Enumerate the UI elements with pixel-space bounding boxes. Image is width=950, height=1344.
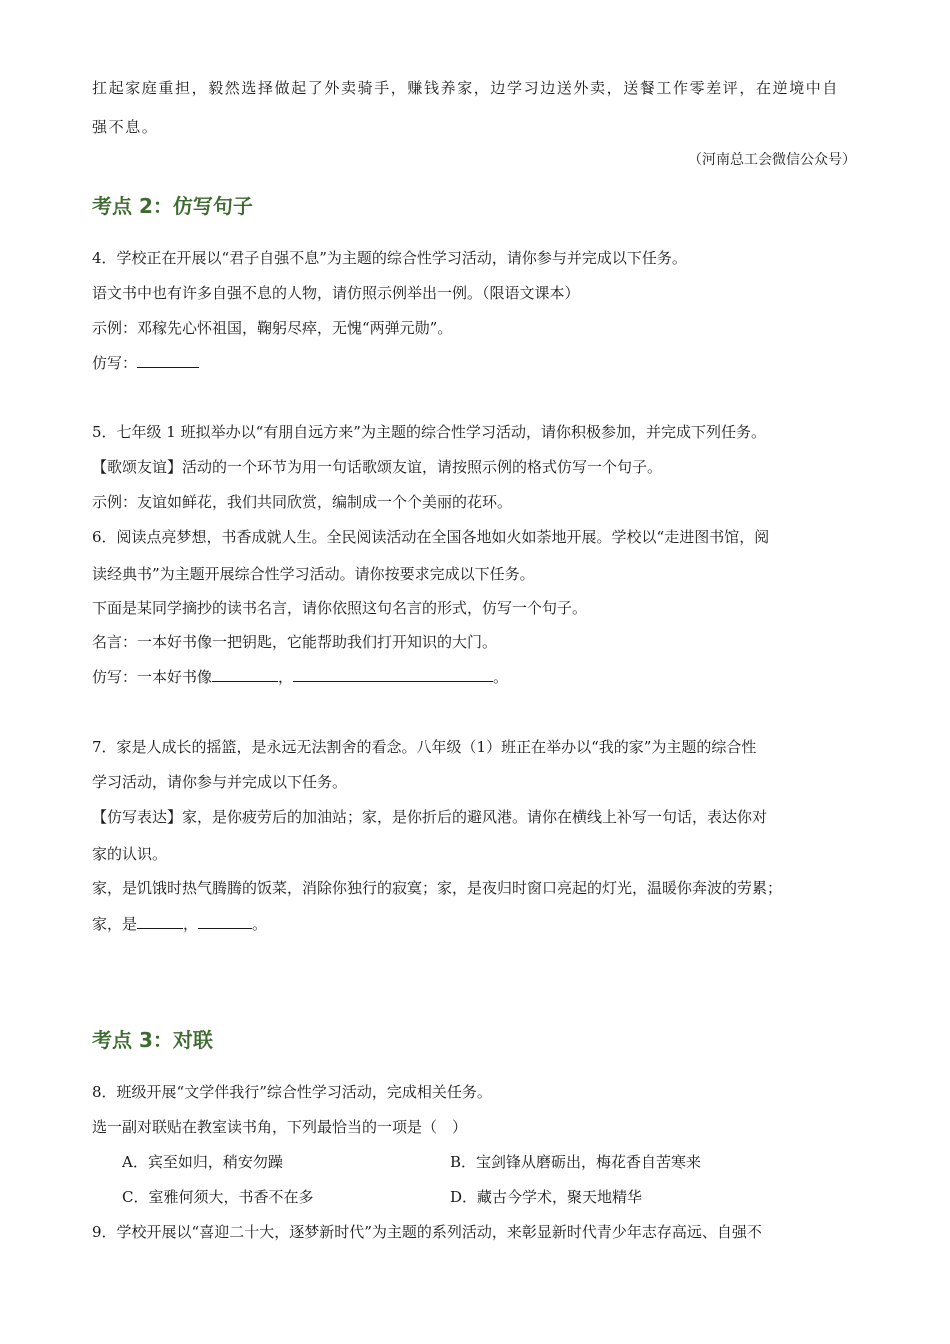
q7-line-4: 家的认识。 [92,845,168,863]
q7-answer-blank-2[interactable] [198,914,252,929]
q8-option-b[interactable]: B．宝剑锋从磨砺出，梅花香自苦寒来 [450,1153,702,1171]
q5-line-3: 示例：友谊如鲜花，我们共同欣赏，编制成一个个美丽的花环。 [92,493,513,511]
q7-answer-end: 。 [252,915,268,933]
q8-option-a[interactable]: A．宾至如归，稍安勿躁 [122,1153,283,1171]
q8-option-d[interactable]: D．藏古今学术，聚天地精华 [450,1188,643,1206]
q6-answer-blank-2[interactable] [293,667,493,682]
q4-answer-label: 仿写： [92,354,138,372]
q8-options-row-2 [92,1187,642,1207]
q7-line-5: 家，是饥饿时热气腾腾的饭菜，消除你独行的寂寞；家，是夜归时窗口亮起的灯光，温暖你奔波的劳累； [92,879,783,897]
q6-line-1: 6．阅读点亮梦想，书香成就人生。全民阅读活动在全国各地如火如荼地开展。学校以“走进图书馆，阅 [92,528,770,546]
q6-answer-blank-1[interactable] [212,667,278,682]
q7-answer-label: 家，是 [92,915,138,933]
q4-line-1: 4．学校正在开展以“君子自强不息”为主题的综合性学习活动，请你参与并完成以下任务。 [92,249,687,267]
q6-line-4: 名言：一本好书像一把钥匙，它能帮助我们打开知识的大门。 [92,633,498,651]
q6-answer-label: 仿写：一本好书像 [92,668,213,686]
intro-line-1: 扛起家庭重担，毅然选择做起了外卖骑手，赚钱养家，边学习边送外卖，送餐工作零差评，在逆境中自 [92,79,840,97]
q5-line-2: 【歌颂友谊】活动的一个环节为用一句话歌颂友谊，请按照示例的格式仿写一个句子。 [92,458,663,476]
q7-line-6 [92,914,267,934]
q8-line-1: 8．班级开展“文学伴我行”综合性学习活动，完成相关任务。 [92,1083,492,1101]
intro-line-2: 强不息。 [92,118,159,136]
intro-source: （河南总工会微信公众号） [688,152,856,168]
q7-line-3: 【仿写表达】家，是你疲劳后的加油站；家，是你折后的避风港。请你在横线上补写一句话，表达你对 [92,808,768,826]
q6-line-3: 下面是某同学摘抄的读书名言，请你依照这句名言的形式，仿写一个句子。 [92,599,588,617]
q7-answer-comma: ， [183,915,199,933]
section-3-heading: 考点 3：对联 [92,1028,213,1052]
q6-answer-end: 。 [493,668,509,686]
q7-line-1: 7．家是人成长的摇篮，是永远无法割舍的看念。八年级（1）班正在举办以“我的家”为主题的综合性 [92,738,757,756]
q4-line-3: 示例：邓稼先心怀祖国，鞠躬尽瘁，无愧“两弹元勋”。 [92,319,453,337]
q4-answer-blank[interactable] [137,353,199,368]
q4-line-4 [92,353,199,373]
section-2-heading: 考点 2：仿写句子 [92,194,253,218]
q5-line-1: 5．七年级 1 班拟举办以“有朋自远方来”为主题的综合性学习活动，请你积极参加，并完成下列任务。 [92,423,766,441]
q6-line-2: 读经典书”为主题开展综合性学习活动。请你按要求完成以下任务。 [92,565,535,583]
q7-answer-blank-1[interactable] [137,914,183,929]
q6-line-5 [92,667,508,687]
q8-option-c[interactable]: C．室雅何须大，书香不在多 [122,1188,314,1206]
q6-answer-comma: ， [278,668,294,686]
q4-line-2: 语文书中也有许多自强不息的人物，请仿照示例举出一例。（限语文课本） [92,284,580,302]
q9-line-1: 9．学校开展以“喜迎二十大，逐梦新时代”为主题的系列活动，来彰显新时代青少年志存高远、自强不 [92,1223,762,1241]
q8-line-2: 选一副对联贴在教室读书角，下列最恰当的一项是（ ） [92,1118,468,1136]
q8-options-row-1 [92,1152,701,1172]
q7-line-2: 学习活动，请你参与并完成以下任务。 [92,773,348,791]
